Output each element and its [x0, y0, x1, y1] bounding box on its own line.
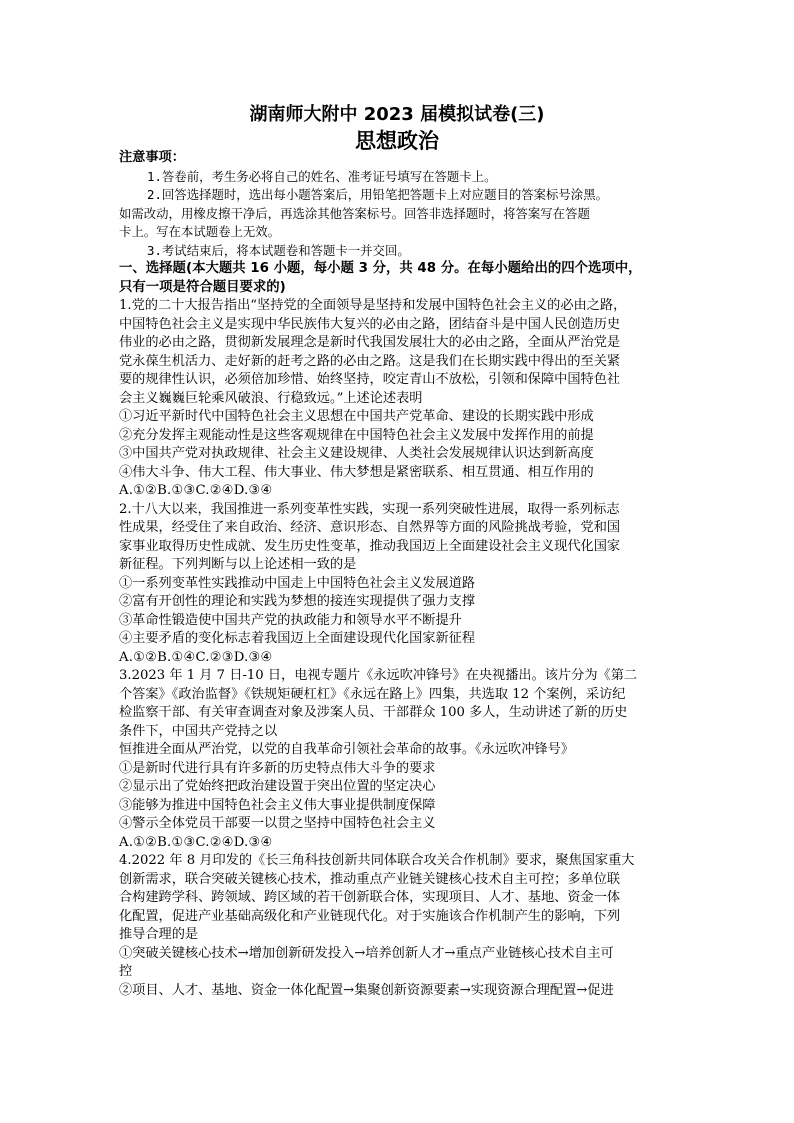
question-stem-line: 党永葆生机活力、走好新的赶考之路的必由之路。这是我们在长期实践中得出的至关紧	[119, 353, 621, 369]
question-stem-line: 检监察干部、有关审查调查对象及涉案人员、干部群众 100 多人，生动讲述了新的历史	[119, 705, 628, 720]
question-4	[119, 852, 687, 1000]
question-stem-line: 3.2023 年 1 月 7 日-10 日，电视专题片《永远吹冲锋号》在央视播出。该片分为《第二	[119, 668, 638, 683]
question-stem-line: 条件下，中国共产党持之以	[119, 723, 278, 739]
question-stem-line: 新征程。下列判断与以上论述相一致的是	[119, 557, 357, 572]
question-3	[119, 667, 687, 852]
section-heading: 只有一项是符合题目要求的)	[119, 279, 286, 295]
question-option: ③革命性锻造使中国共产党的执政能力和领导水平不断提升	[119, 612, 462, 628]
question-option: ②富有开创性的理论和实践为梦想的接连实现提供了强力支撑	[119, 594, 476, 609]
question-2	[119, 501, 687, 668]
question-stem-line: 伟业的必由之路，贯彻新发展理念是新时代我国发展壮大的必由之路，全面从严治党是	[119, 335, 621, 350]
question-option: 控	[119, 964, 133, 979]
notice-item: 2.回答选择题时，选出每小题答案后，用铅笔把答题卡上对应题目的答案标号涂黑。	[147, 187, 608, 202]
question-stem-line: 1.党的二十大报告指出“坚持党的全面领导是坚持和发展中国特色社会主义的必由之路，	[119, 298, 627, 313]
notice-item: 1.答卷前，考生务必将自己的姓名、准考证号填写在答题卡上。	[147, 168, 497, 184]
question-stem-line: 家事业取得历史性成就、发生历史性变革，推动我国迈上全面建设社会主义现代化国家	[119, 538, 621, 554]
answer-choices: A.①②B.①④C.②③D.③④	[119, 649, 273, 665]
question-stem-line: 合构建跨学科、跨领域、跨区域的若干创新联合体，实现项目、人才、基地、资金一体	[119, 890, 621, 905]
exam-content	[119, 149, 687, 1000]
question-option: ①一系列变革性实践推动中国走上中国特色社会主义发展道路	[119, 575, 476, 591]
exam-title: 湖南师大附中 2023 届模拟试卷(三)	[249, 104, 545, 125]
question-option: ④警示全体党员干部要一以贯之坚持中国特色社会主义	[119, 816, 436, 831]
question-option: ③能够为推进中国特色社会主义伟大事业提供制度保障	[119, 797, 436, 813]
subject-title: 思想政治	[355, 129, 439, 153]
question-stem-line: 2.十八大以来，我国推进一系列变革性实践，实现一系列突破性进展，取得一系列标志	[119, 501, 620, 517]
question-stem-line: 个答案》《政治监督》《铁规矩硬杠杠》《永远在路上》四集，共选取 12 个案例，采访纪	[119, 686, 626, 702]
question-stem-line: 恒推进全面从严治党，以党的自我革命引领社会革命的故事。《永远吹冲锋号》	[119, 742, 574, 757]
question-option: ④主要矛盾的变化标志着我国迈上全面建设现代化国家新征程	[119, 631, 476, 646]
question-stem-line: 会主义巍巍巨轮乘风破浪、行稳致远。”上述论述表明	[119, 390, 423, 406]
question-option: ④伟大斗争、伟大工程、伟大事业、伟大梦想是紧密联系、相互贯通、相互作用的	[119, 464, 594, 480]
question-option: ②充分发挥主观能动性是这些客观规律在中国特色社会主义发展中发挥作用的前提	[119, 427, 594, 443]
question-stem-line: 创新需求，联合突破关键核心技术，推动重点产业链关键核心技术自主可控；多单位联	[119, 871, 621, 887]
answer-choices: A.①②B.①③C.②④D.③④	[119, 483, 273, 498]
question-stem-line: 4.2022 年 8 月印发的《长三角科技创新共同体联合攻关合作机制》要求，聚焦国家重大	[119, 853, 635, 868]
question-option: ①是新时代进行具有许多新的历史特点伟大斗争的要求	[119, 760, 436, 776]
question-stem-line: 性成果，经受住了来自政治、经济、意识形态、自然界等方面的风险挑战考验，党和国	[119, 520, 621, 535]
question-stem-line: 推导合理的是	[119, 927, 199, 942]
question-1	[119, 297, 687, 501]
question-option: ③中国共产党对执政规律、社会主义建设规律、人类社会发展规律认识达到新高度	[119, 446, 594, 461]
answer-choices: A.①②B.①③C.②④D.③④	[119, 834, 273, 850]
question-option: ①习近平新时代中国特色社会主义思想在中国共产党革命、建设的长期实践中形成	[119, 409, 594, 424]
question-option: ②项目、人才、基地、资金一体化配置→集聚创新资源要素→实现资源合理配置→促进	[119, 982, 614, 998]
notice-heading: 注意事项：	[119, 150, 185, 165]
section-heading: 一、选择题(本大题共 16 小题，每小题 3 分，共 48 分。在每小题给出的四个选项中，	[119, 261, 642, 276]
question-stem-line: 中国特色社会主义是实现中华民族伟大复兴的必由之路，团结奋斗是中国人民创造历史	[119, 316, 621, 332]
question-option: ①突破关键核心技术→增加创新研发投入→培养创新人才→重点产业链核心技术自主可	[119, 945, 614, 961]
question-stem-line: 要的规律性认识，必须倍加珍惜、始终坚持，咬定青山不放松，引领和保障中国特色社	[119, 372, 621, 387]
notice-item: 卡上。写在本试题卷上无效。	[119, 224, 281, 239]
question-stem-line: 化配置，促进产业基础高级化和产业链现代化。对于实施该合作机制产生的影响，下列	[119, 908, 621, 924]
notice-item: 如需改动，用橡皮擦干净后，再选涂其他答案标号。回答非选择题时，将答案写在答题	[119, 205, 590, 221]
question-option: ②显示出了党始终把政治建设置于突出位置的坚定决心	[119, 779, 436, 794]
notice-item: 3.考试结束后，将本试题卷和答题卡一并交回。	[147, 242, 410, 258]
